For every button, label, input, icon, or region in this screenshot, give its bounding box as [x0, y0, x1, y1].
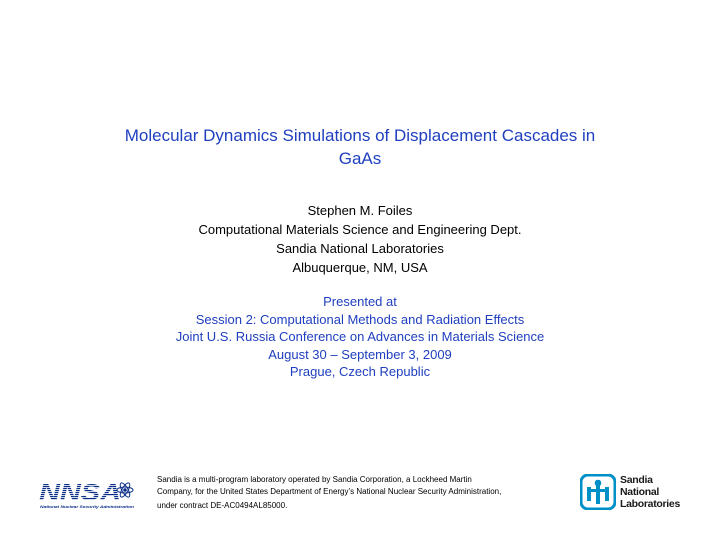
conference-name: Joint U.S. Russia Conference on Advances in Materials Science	[175, 329, 545, 344]
sandia-word-1: Sandia	[620, 474, 653, 486]
presented-at: Presented at	[323, 294, 397, 309]
presented-block	[60, 293, 660, 381]
conference-location: Prague, Czech Republic	[289, 364, 431, 379]
nnsa-logo-tagline: National Nuclear Security Administration	[40, 504, 135, 509]
disclaimer-line-1: Sandia is a multi-program laboratory operated by Sandia Corporation, a Lockheed Martin	[157, 475, 472, 484]
author-institution: Sandia National Laboratories	[276, 241, 444, 256]
sandia-logo-words	[620, 474, 680, 510]
thunderbird-icon	[580, 474, 616, 510]
title-line-2: GaAs	[338, 149, 382, 168]
disclaimer-line-3: under contract DE-AC0494AL85000.	[157, 501, 288, 510]
disclaimer	[157, 474, 557, 512]
nnsa-logo	[38, 478, 138, 510]
session-name: Session 2: Computational Methods and Radiation Effects	[195, 311, 525, 327]
nnsa-logo-text: NNSA	[39, 479, 121, 505]
disclaimer-line-2: Company, for the United States Department of Energy’s National Nuclear Security Administration,	[157, 486, 502, 496]
sandia-word-3: Laboratories	[620, 498, 680, 510]
author-block	[60, 201, 660, 277]
conference-dates: August 30 – September 3, 2009	[268, 346, 452, 362]
author-department: Computational Materials Science and Engineering Dept.	[198, 222, 522, 237]
slide-title	[60, 124, 660, 170]
sandia-logo	[580, 473, 680, 513]
title-line-1: Molecular Dynamics Simulations of Displacement Cascades in	[124, 126, 596, 145]
author-location: Albuquerque, NM, USA	[292, 260, 428, 275]
sandia-word-2: National	[620, 486, 660, 498]
nnsa-logo-graphic	[38, 478, 138, 510]
author-name: Stephen M. Foiles	[307, 203, 413, 218]
